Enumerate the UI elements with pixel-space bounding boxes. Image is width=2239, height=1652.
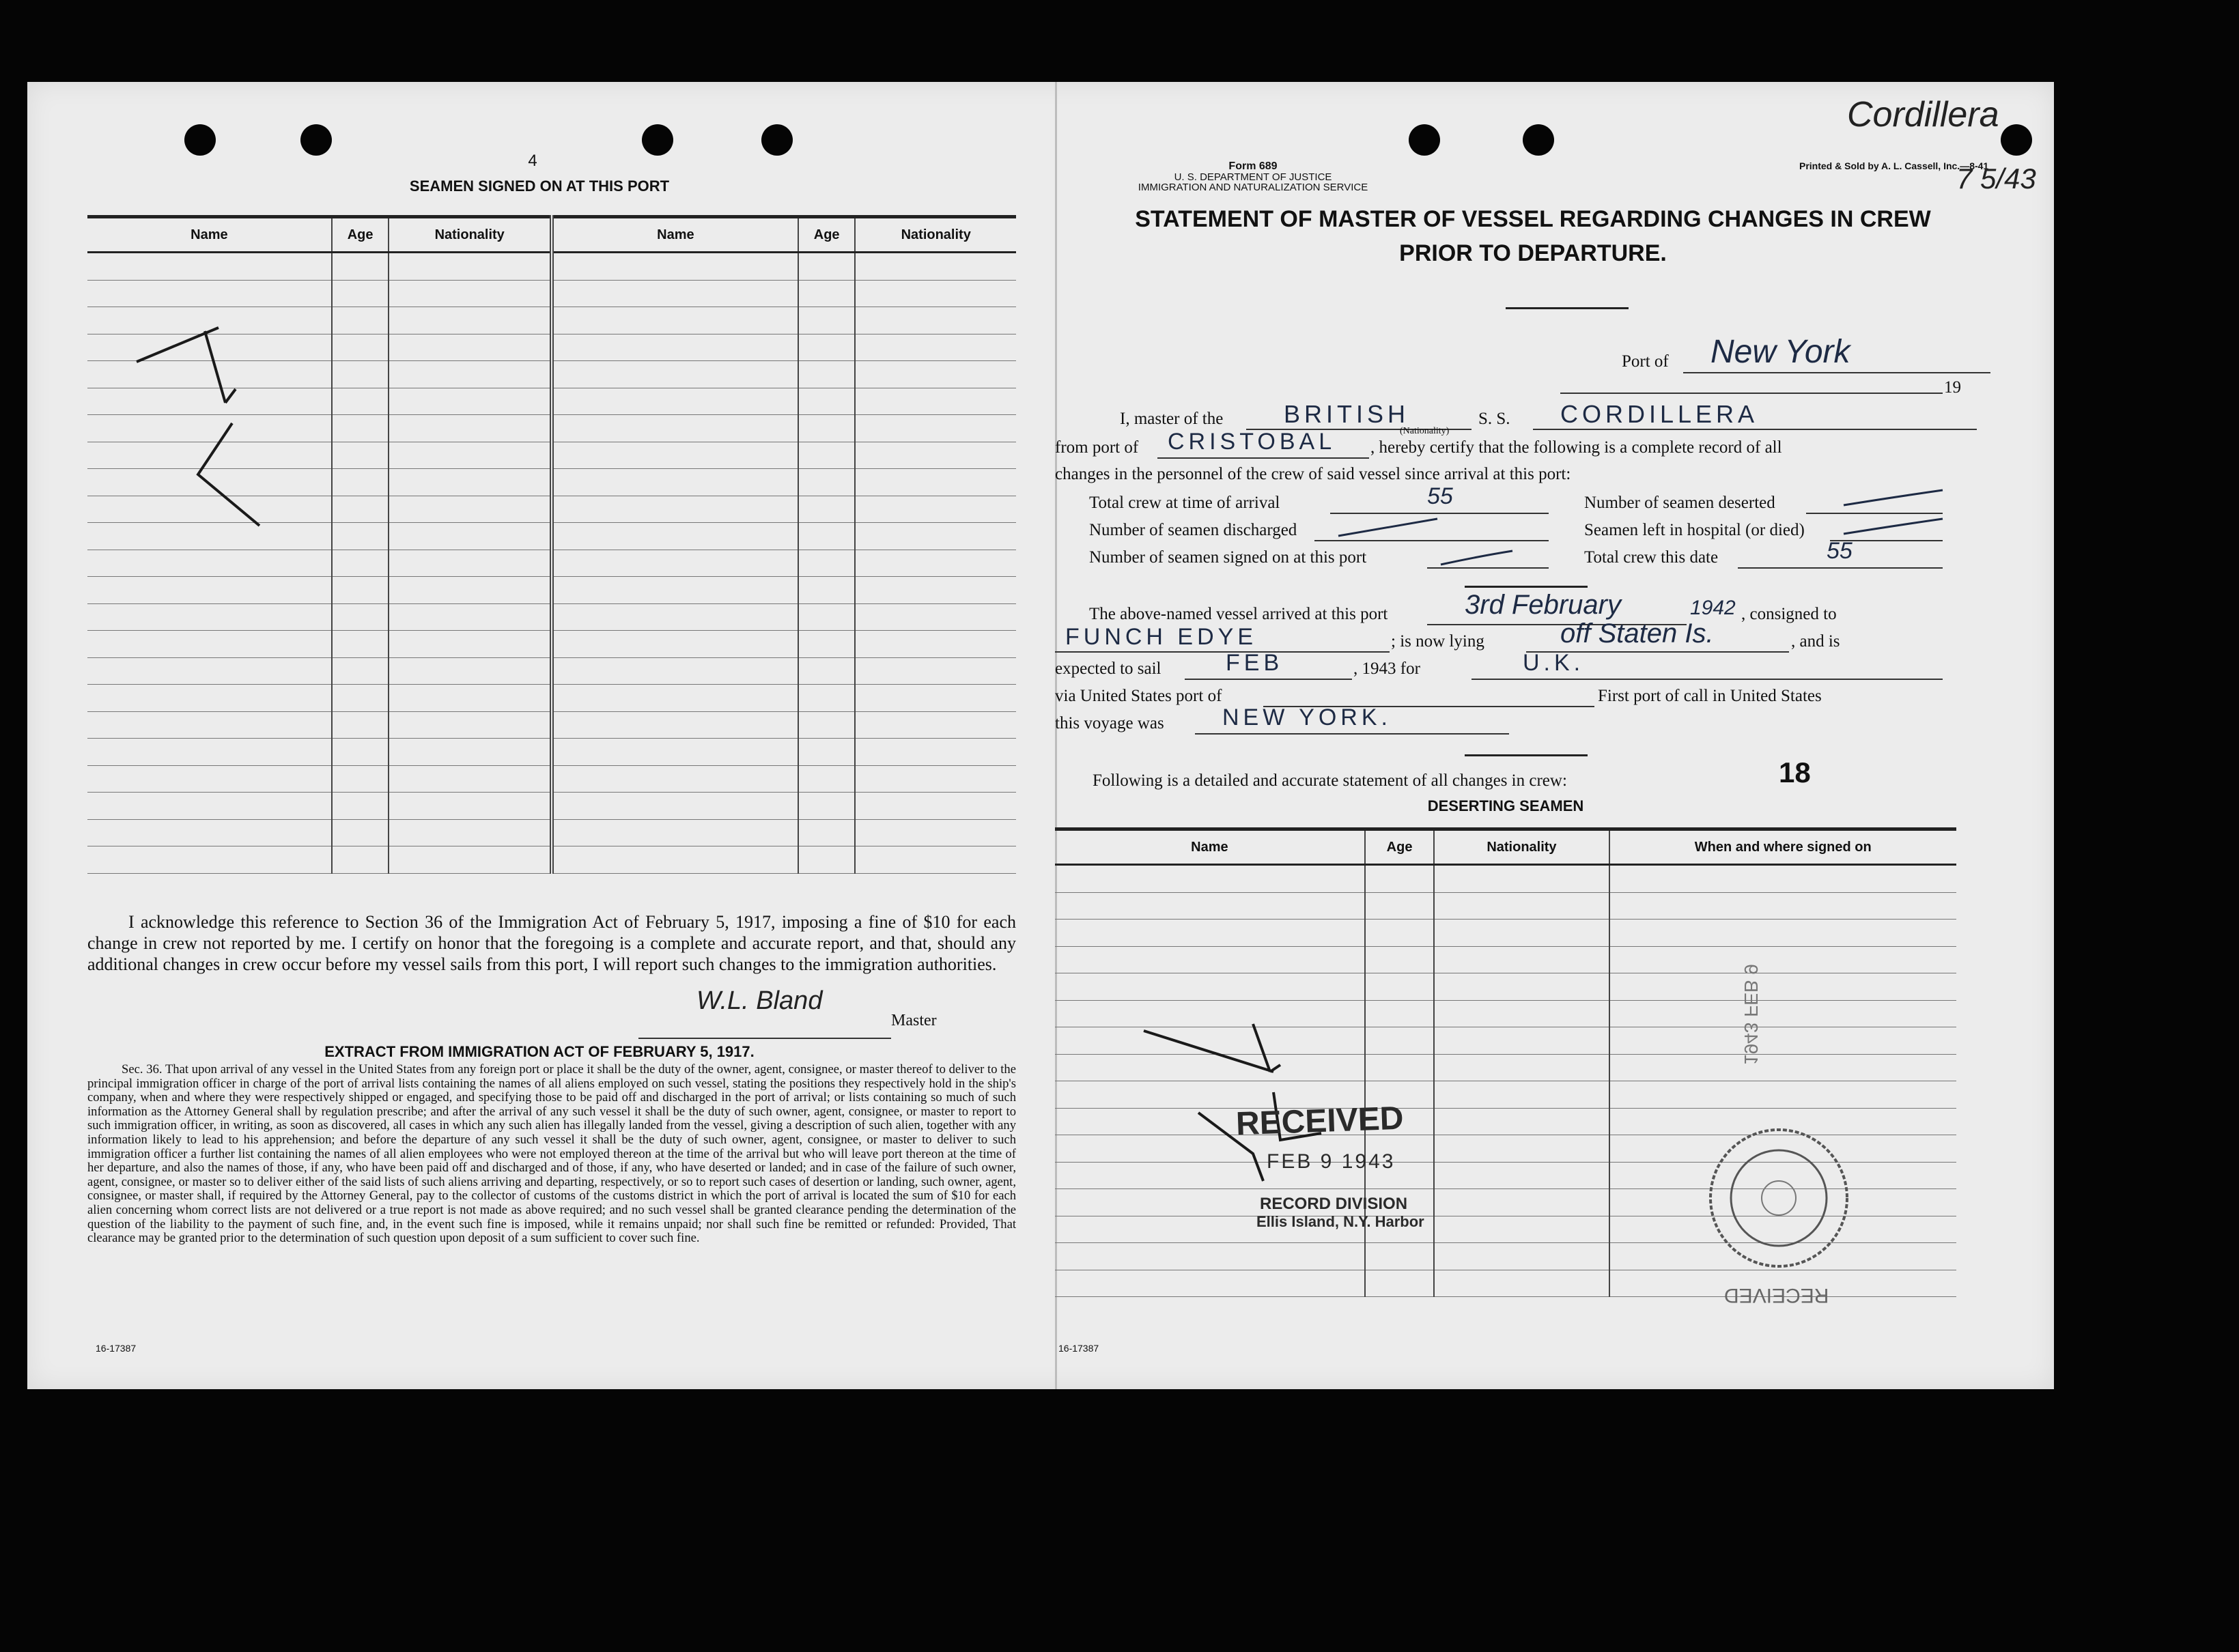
table-row: [87, 657, 1016, 685]
table-cell: [798, 846, 856, 874]
table-cell: [389, 550, 552, 577]
port-label: Port of: [1622, 352, 1669, 371]
extract-title: EXTRACT FROM IMMIGRATION ACT OF FEBRUARY 5, 1917.: [324, 1043, 755, 1060]
table-cell: [389, 253, 552, 281]
voyage-value: NEW YORK.: [1222, 704, 1392, 730]
table-cell: [1434, 946, 1609, 973]
table-cell: [798, 334, 856, 361]
voyage-label: this voyage was: [1055, 714, 1164, 732]
table-cell: [1609, 1027, 1957, 1055]
printer-note: Printed & Sold by A. L. Cassell, Inc.—8-41: [1799, 160, 1989, 171]
table-cell: [798, 739, 856, 766]
table-cell: [798, 415, 856, 442]
table-cell: [389, 361, 552, 388]
dash-mark: [1840, 512, 1949, 539]
table-cell: [552, 361, 798, 388]
acknowledgment-text: I acknowledge this reference to Section 36 of the Immigration Act of February 5, 1917, imposing a fine of $10 for each change in crew not reported by me. I certify on honor that the foregoing is a complete and accurate report, and that, should any additional changes in crew occur before my vessel sails from this port, I will report such changes to the immigration authorities.: [87, 912, 1016, 974]
col-header: Nationality: [855, 217, 1016, 253]
table-cell: [389, 846, 552, 874]
table-cell: [389, 711, 552, 739]
table-cell: [1434, 1108, 1609, 1135]
table-cell: [552, 711, 798, 739]
table-cell: [332, 334, 389, 361]
table-cell: [798, 280, 856, 307]
table-cell: [332, 765, 389, 793]
page-number: 4: [528, 152, 537, 170]
discharged-label: Number of seamen discharged: [1089, 521, 1297, 539]
table-cell: [1609, 1054, 1957, 1081]
table-cell: [1434, 1135, 1609, 1163]
table-cell: [87, 846, 332, 874]
table-cell: [798, 793, 856, 820]
table-cell: [1434, 892, 1609, 920]
table-cell: [87, 819, 332, 846]
sail-year: , 1943 for: [1353, 659, 1420, 678]
total-arrival-label: Total crew at time of arrival: [1089, 494, 1280, 512]
table-cell: [389, 307, 552, 334]
deserting-title: DESERTING SEAMEN: [1427, 797, 1584, 814]
table-row: [87, 846, 1016, 874]
left-page: [27, 82, 1055, 1389]
table-cell: [798, 307, 856, 334]
master-of-label: I, master of the: [1120, 410, 1224, 428]
table-cell: [798, 711, 856, 739]
table-cell: [1434, 1216, 1609, 1243]
table-cell: [855, 631, 1016, 658]
table-cell: [332, 496, 389, 523]
table-cell: [332, 442, 389, 469]
right-title-line2: PRIOR TO DEPARTURE.: [1399, 240, 1667, 266]
table-cell: [332, 819, 389, 846]
table-cell: [389, 523, 552, 550]
table-cell: [389, 442, 552, 469]
table-cell: [1365, 892, 1435, 920]
table-cell: [1609, 946, 1957, 973]
table-cell: [332, 253, 389, 281]
table-cell: [332, 280, 389, 307]
extract-text: Sec. 36. That upon arrival of any vessel in the United States from any foreign port or place it shall be the duty of the owner, agent, consignee, or master thereof to deliver to the principal immigration officer in charge of the port of arrival lists containing the names of all aliens employed on such vessel, stating the positions they respectively hold in the ship's company, when and where they were respectively shipped or engaged, and specifying those to be paid off and discharged in the port of arrival; or lists containing so much of such information as the Attorney General shall by regulation prescribe; and after the arrival of any such vessel it shall be the duty of such owner, agent, consignee, or master to report to such immigration officer, in writing, as soon as discovered, all cases in which any such alien has illegally landed from the vessel, giving a description of such alien, together with any information likely to lead to his apprehension; and before the departure of any such vessel it shall be the duty of such owner, agent, consignee, or master to deliver to such immigration officer a further list containing the names of all alien employees who were not employed thereon at the time of the arrival but who will leave port thereon at the time of her departure, and also the names of those, if any, who have been paid off and discharged and of those, if any, who have deserted or landed; and in case of the failure of such owner, agent, consignee, or master so to deliver either of the said lists of such aliens arriving and departing, respectively, or so to report such cases of desertion or landing, such owner, agent, consignee, or master shall, if required by the Attorney General, pay to the collector of customs of the customs district in which the port of arrival is located the sum of $10 for each alien concerning whom correct lists are not delivered or a true report is not made as above required; and no such vessel shall be granted clearance pending the determination of the question of the liability to the payment of such fine, and, in the event such fine is imposed, while it remains unpaid; nor shall such fine be remitted or refunded: Provided, That clearance may be granted prior to the determination of such question upon deposit of a sum sufficient to cover such fine.: [87, 1062, 1016, 1246]
table-cell: [855, 685, 1016, 712]
table-cell: [332, 550, 389, 577]
dash-mark: [1840, 485, 1949, 512]
table-cell: [1434, 1081, 1609, 1109]
table-cell: [87, 550, 332, 577]
department: U. S. DEPARTMENT OF JUSTICE: [1174, 171, 1332, 183]
corner-number: 7 5/43: [1956, 162, 2036, 195]
table-cell: [1434, 1189, 1609, 1216]
table-cell: [389, 765, 552, 793]
table-cell: [332, 603, 389, 631]
table-cell: [1365, 1243, 1435, 1270]
table-row: [87, 819, 1016, 846]
table-cell: [332, 793, 389, 820]
table-cell: [332, 739, 389, 766]
table-cell: [389, 793, 552, 820]
table-cell: [855, 334, 1016, 361]
table-cell: [1365, 946, 1435, 973]
table-cell: [1365, 865, 1435, 893]
table-cell: [798, 819, 856, 846]
col-header: Nationality: [1434, 829, 1609, 865]
table-cell: [798, 631, 856, 658]
check-mark-scribble: [123, 300, 300, 532]
lying-value: off Staten Is.: [1560, 618, 1714, 649]
dash-mark: [1437, 543, 1519, 570]
table-cell: [332, 415, 389, 442]
sail-value: FEB: [1226, 650, 1284, 676]
table-row: [87, 550, 1016, 577]
table-cell: [332, 577, 389, 604]
form-number: Form 689: [1228, 160, 1278, 172]
table-cell: [389, 415, 552, 442]
table-cell: [552, 496, 798, 523]
table-row: [87, 793, 1016, 820]
table-cell: [1365, 1270, 1435, 1297]
table-cell: [552, 603, 798, 631]
table-cell: [1365, 920, 1435, 947]
deserted-label: Number of seamen deserted: [1584, 494, 1775, 512]
certify-text-2: changes in the personnel of the crew of said vessel since arrival at this port:: [1055, 465, 1571, 483]
table-cell: [552, 657, 798, 685]
col-header: Nationality: [389, 217, 552, 253]
col-header: Age: [332, 217, 389, 253]
destination-value: U.K.: [1523, 650, 1585, 676]
table-cell: [798, 496, 856, 523]
table-cell: [1055, 1270, 1365, 1297]
table-row: [87, 631, 1016, 658]
ss-label: S. S.: [1478, 410, 1510, 428]
table-cell: [1434, 1054, 1609, 1081]
table-cell: [855, 550, 1016, 577]
total-arrival-value: 55: [1427, 483, 1453, 509]
table-cell: [552, 577, 798, 604]
table-cell: [552, 253, 798, 281]
from-port-value: CRISTOBAL: [1168, 429, 1336, 455]
table-cell: [855, 765, 1016, 793]
table-cell: [552, 685, 798, 712]
table-cell: [1434, 973, 1609, 1001]
table-cell: [389, 469, 552, 496]
table-cell: [855, 846, 1016, 874]
table-row: [87, 577, 1016, 604]
record-location: Ellis Island, N.Y. Harbor: [1256, 1213, 1424, 1230]
table-cell: [855, 253, 1016, 281]
table-cell: [1434, 1162, 1609, 1189]
table-cell: [552, 469, 798, 496]
table-cell: [332, 657, 389, 685]
table-cell: [389, 603, 552, 631]
service: IMMIGRATION AND NATURALIZATION SERVICE: [1138, 182, 1368, 193]
table-cell: [1609, 865, 1957, 893]
arrived-year: 1942: [1690, 597, 1736, 619]
table-cell: [855, 415, 1016, 442]
table-cell: [855, 793, 1016, 820]
table-cell: [87, 685, 332, 712]
table-row: [87, 685, 1016, 712]
table-cell: [855, 739, 1016, 766]
table-cell: [332, 523, 389, 550]
table-cell: [798, 603, 856, 631]
port-value: New York: [1710, 334, 1850, 370]
table-cell: [389, 280, 552, 307]
table-cell: [332, 685, 389, 712]
table-cell: [389, 657, 552, 685]
table-cell: [798, 685, 856, 712]
table-cell: [1055, 892, 1365, 920]
table-cell: [552, 388, 798, 415]
table-cell: [1055, 1243, 1365, 1270]
col-header: Name: [552, 217, 798, 253]
left-title: SEAMEN SIGNED ON AT THIS PORT: [409, 177, 670, 195]
table-cell: [389, 685, 552, 712]
table-cell: [1434, 1270, 1609, 1297]
table-cell: [1609, 1000, 1957, 1027]
table-cell: [1609, 892, 1957, 920]
table-cell: [552, 550, 798, 577]
col-header: Age: [1365, 829, 1435, 865]
master-signature: W.L. Bland: [696, 986, 823, 1015]
table-cell: [389, 739, 552, 766]
table-cell: [87, 657, 332, 685]
total-date-value: 55: [1827, 538, 1853, 564]
signed-on-label: Number of seamen signed on at this port: [1089, 548, 1367, 567]
table-cell: [87, 711, 332, 739]
table-cell: [552, 819, 798, 846]
table-cell: [798, 577, 856, 604]
table-cell: [552, 307, 798, 334]
from-port-label: from port of: [1055, 438, 1139, 457]
table-cell: [87, 577, 332, 604]
expected-label: expected to sail: [1055, 659, 1161, 678]
table-cell: [87, 739, 332, 766]
table-cell: [552, 442, 798, 469]
form-code: 16-17387: [1058, 1343, 1099, 1354]
hospital-label: Seamen left in hospital (or died): [1584, 521, 1805, 539]
table-row: [1055, 892, 1956, 920]
table-cell: [855, 711, 1016, 739]
table-cell: [389, 819, 552, 846]
circular-seal: [1700, 1120, 1857, 1277]
table-cell: [1609, 920, 1957, 947]
table-cell: [855, 523, 1016, 550]
table-cell: [1609, 973, 1957, 1001]
table-cell: [332, 846, 389, 874]
table-cell: [798, 388, 856, 415]
table-row: [87, 711, 1016, 739]
year-prefix: 19: [1944, 378, 1961, 397]
total-date-label: Total crew this date: [1584, 548, 1719, 567]
table-row: [1055, 865, 1956, 893]
table-cell: [1055, 865, 1365, 893]
table-cell: [855, 442, 1016, 469]
table-cell: [1434, 1027, 1609, 1055]
table-cell: [552, 793, 798, 820]
arrived-value: 3rd February: [1465, 590, 1621, 620]
table-cell: [87, 253, 332, 281]
table-cell: [87, 631, 332, 658]
table-cell: [389, 334, 552, 361]
table-cell: [855, 280, 1016, 307]
table-cell: [552, 739, 798, 766]
first-call-label: First port of call in United States: [1598, 687, 1822, 705]
table-cell: [855, 496, 1016, 523]
table-cell: [798, 253, 856, 281]
master-label: Master: [891, 1012, 937, 1029]
table-cell: [332, 469, 389, 496]
following-label: Following is a detailed and accurate statement of all changes in crew:: [1093, 771, 1567, 790]
table-cell: [855, 577, 1016, 604]
table-cell: [552, 631, 798, 658]
table-cell: [798, 469, 856, 496]
col-header: When and where signed on: [1609, 829, 1957, 865]
table-cell: [552, 280, 798, 307]
vessel-value: CORDILLERA: [1560, 400, 1759, 428]
table-cell: [1434, 1000, 1609, 1027]
table-cell: [1365, 1027, 1435, 1055]
table-cell: [552, 415, 798, 442]
consignee-value: FUNCH EDYE: [1065, 624, 1258, 650]
nationality-value: BRITISH: [1284, 400, 1410, 428]
table-cell: [552, 846, 798, 874]
table-cell: [1609, 1081, 1957, 1109]
table-cell: [855, 657, 1016, 685]
table-cell: [332, 361, 389, 388]
dash-mark: [1335, 512, 1444, 539]
consigned-label: , consigned to: [1741, 605, 1837, 623]
document-sheet: [27, 82, 2054, 1389]
table-cell: [87, 603, 332, 631]
table-row: [87, 603, 1016, 631]
table-cell: [1365, 1000, 1435, 1027]
col-header: Age: [798, 217, 856, 253]
and-is-label: , and is: [1791, 632, 1840, 651]
corner-note: Cordillera: [1847, 95, 1999, 134]
received-stamp: RECEIVED: [1235, 1100, 1405, 1143]
table-cell: [855, 469, 1016, 496]
table-cell: [855, 819, 1016, 846]
table-row: [87, 253, 1016, 281]
table-row: [87, 765, 1016, 793]
table-cell: [1365, 973, 1435, 1001]
table-cell: [855, 361, 1016, 388]
table-cell: [855, 307, 1016, 334]
form-code: 16-17387: [96, 1343, 137, 1354]
table-cell: [1434, 920, 1609, 947]
table-cell: [798, 523, 856, 550]
table-cell: [87, 793, 332, 820]
table-cell: [389, 631, 552, 658]
table-cell: [389, 577, 552, 604]
received-stamp-date: FEB 9 1943: [1267, 1150, 1396, 1173]
table-cell: [389, 388, 552, 415]
mirrored-received: RECEIVED: [1724, 1284, 1829, 1307]
table-cell: [332, 388, 389, 415]
table-cell: [798, 550, 856, 577]
table-cell: [332, 711, 389, 739]
table-row: [87, 739, 1016, 766]
table-cell: [798, 657, 856, 685]
table-cell: [798, 765, 856, 793]
table-cell: [389, 496, 552, 523]
table-cell: [1365, 1054, 1435, 1081]
certify-text: , hereby certify that the following is a complete record of all: [1370, 438, 1782, 457]
table-cell: [1434, 865, 1609, 893]
table-cell: [855, 603, 1016, 631]
right-title-line1: STATEMENT OF MASTER OF VESSEL REGARDING CHANGES IN CREW: [1135, 206, 1931, 232]
table-cell: [855, 388, 1016, 415]
nationality-caption: (Nationality): [1400, 426, 1450, 436]
table-cell: [798, 442, 856, 469]
table-cell: [1434, 1243, 1609, 1270]
mirrored-stamp-date: 1943 FEB 9: [1741, 964, 1762, 1065]
record-division: RECORD DIVISION: [1260, 1195, 1408, 1213]
arrived-label: The above-named vessel arrived at this port: [1089, 605, 1388, 623]
right-page: [1055, 82, 2054, 1389]
col-header: Name: [1055, 829, 1365, 865]
col-header: Name: [87, 217, 332, 253]
table-cell: [552, 765, 798, 793]
via-label: via United States port of: [1055, 687, 1222, 705]
table-cell: [332, 631, 389, 658]
table-cell: [552, 523, 798, 550]
table-cell: [87, 765, 332, 793]
table-cell: [798, 361, 856, 388]
lying-label: ; is now lying: [1391, 632, 1484, 651]
following-number: 18: [1779, 756, 1811, 788]
table-cell: [332, 307, 389, 334]
table-cell: [552, 334, 798, 361]
